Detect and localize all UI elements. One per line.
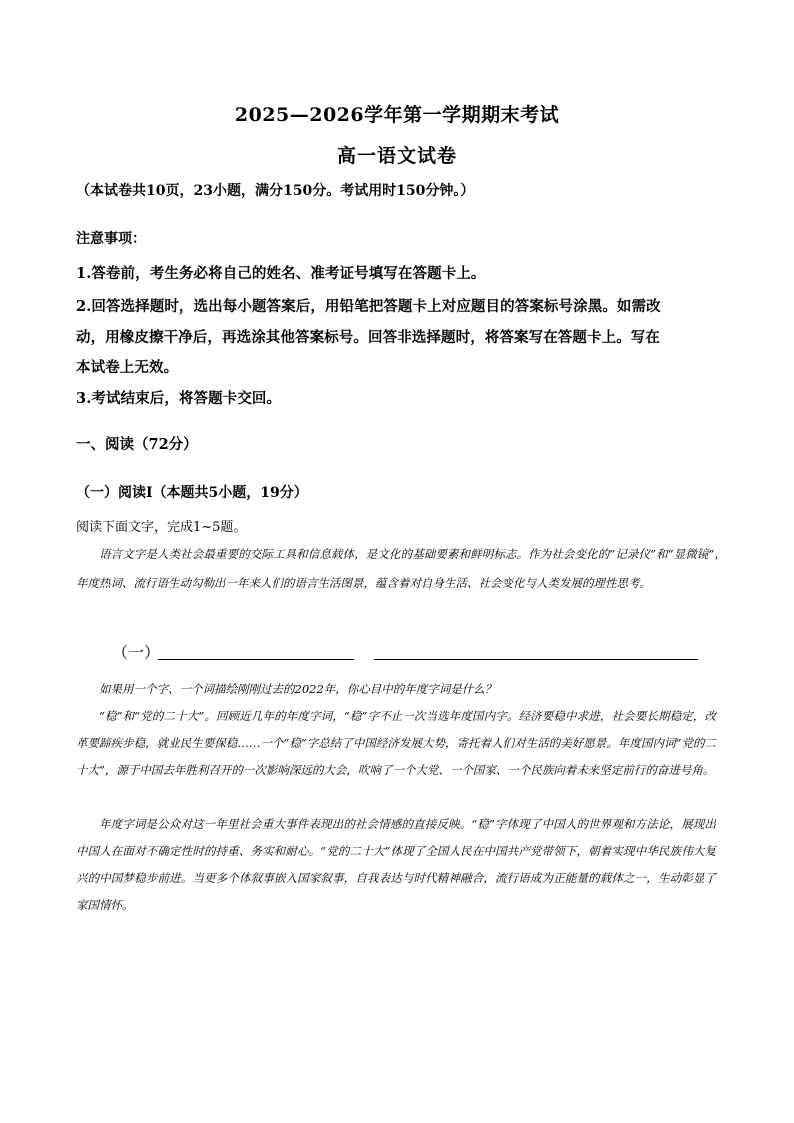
intro-paragraph: 语言文字是人类社会最重要的交际工具和信息载体，是文化的基础要素和鲜明标志。作为社会变化的“记录仪”和“显微镜”，年度热词、流行语生动勾勒出一年来人们的语言生活图景，蕴含着对自身生活、社会变化与人类发展的理性思考。	[76, 547, 726, 590]
section-heading: 一、阅读（72分）	[76, 436, 198, 453]
answer-blank-line	[374, 659, 698, 660]
notice-item: 2.回答选择题时，选出每小题答案后，用铅笔把答题卡上对应题目的答案标号涂黑。如需改	[76, 298, 661, 315]
reading-instruction: 阅读下面文字，完成1~5题。	[76, 520, 247, 535]
notice-item: 动，用橡皮擦干净后，再选涂其他答案标号。回答非选择题时，将答案写在答题卡上。写在	[76, 329, 660, 346]
notice-heading: 注意事项：	[76, 231, 146, 247]
answer-blank-line	[158, 659, 354, 660]
blank-label: （一）	[112, 643, 161, 662]
article-paragraph: 如果用一个字、一个词描绘刚刚过去的2022年，你心目中的年度字词是什么？	[99, 682, 497, 696]
exam-subtitle: 高一语文试卷	[336, 145, 457, 167]
article-paragraph: 年度字词是公众对这一年里社会重大事件表现出的社会情感的直接反映。“稳”字体现了中国人的世界观和方法论，展现出中国人在面对不确定性时的持重、务实和耐心。“党的二十大”体现了全国人民在中国共产党带领下，朝着实现中华民族伟大复兴的中国梦稳步前进。当更多个体叙事嵌入国家叙事，自我表达与时代精神融合，流行语成为正能量的载体之一，生动彰显了家国情怀。	[76, 817, 716, 912]
notice-item: 本试卷上无效。	[76, 359, 179, 376]
notice-item: 3.考试结束后，将答题卡交回。	[76, 390, 282, 407]
exam-title: 2025—2026学年第一学期期末考试	[234, 104, 560, 126]
exam-meta-note: （本试卷共10页，23小题，满分150分。考试用时150分钟。）	[76, 183, 475, 199]
subsection-heading: （一）阅读Ⅰ（本题共5小题，19分）	[76, 485, 308, 501]
notice-item: 1.答卷前，考生务必将自己的姓名、准考证号填写在答题卡上。	[76, 265, 486, 282]
article-paragraph: “稳”和“党的二十大”。回顾近几年的年度字词，“稳”字不止一次当选年度国内字。经济要稳中求进，社会要长期稳定，改革要蹄疾步稳，就业民生要保稳……一个“稳”字总结了中国经济发展大势，寄托着人们对生活的美好愿景。年度国内词“党的二十大”，源于中国去年胜利召开的一次影响深远的大会，吹响了一个大党、一个国家、一个民族向着未来坚定前行的奋进号角。	[76, 709, 716, 777]
